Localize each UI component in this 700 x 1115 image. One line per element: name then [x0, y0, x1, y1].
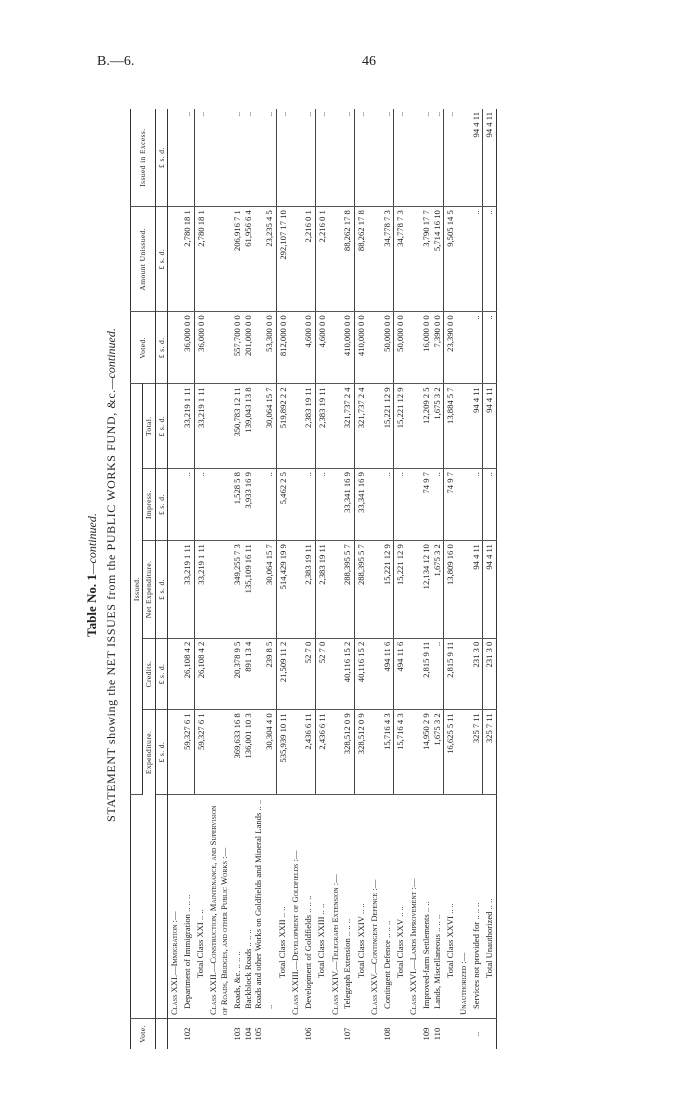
table-row [381, 109, 394, 1049]
credits-cell: 494 11 6 [381, 638, 394, 710]
total-excess-cell: .. [315, 109, 328, 207]
total-credits-cell: 26,108 4 2 [194, 638, 207, 710]
vote-cell [457, 1019, 470, 1050]
net-issues-table [130, 109, 497, 1049]
blank-excess-cell [407, 109, 420, 207]
vote-number: 106 [302, 1019, 315, 1050]
blank-expenditure-cell [407, 710, 420, 795]
unissued-cell: 2,780 18 1 [181, 207, 194, 312]
excess-cell: .. [181, 109, 194, 207]
vote-number: 102 [181, 1019, 194, 1050]
blank-voted-cell [457, 312, 470, 384]
blank-impress-cell [289, 469, 302, 541]
table-row [181, 109, 194, 1049]
impress-cell: 1,528 5 8 3,933 16 9 .. [231, 469, 276, 541]
blank-expenditure-cell [329, 710, 342, 795]
class-title: Class XXII.—Construction, Maintenance, and Supervision of Roads, Bridges, and other Public Works :— [207, 795, 230, 1019]
col-voted-header: Voted. [131, 312, 156, 384]
voted-cell: 4,600 0 0 [302, 312, 315, 384]
total-credits-cell: 231 3 0 [483, 638, 497, 710]
units-total: £ s. d. [155, 384, 167, 469]
excess-cell: 94 4 11 [470, 109, 483, 207]
impress-cell: .. [302, 469, 315, 541]
impress-cell: 33,341 16 9 [341, 469, 354, 541]
vote-number: 103 104 105 [231, 1019, 276, 1050]
total-impress-cell: .. [315, 469, 328, 541]
blank-total-cell [207, 384, 230, 469]
total-unissued-cell: 2,216 0 1 [315, 207, 328, 312]
total-credits-cell: 52 7 0 [315, 638, 328, 710]
item-description [231, 795, 276, 1019]
net-cell: 12,134 12 10 1,675 3 2 [420, 541, 444, 639]
total-voted-cell: 50,000 0 0 [394, 312, 407, 384]
col-net-expenditure-header: Net Expenditure. [143, 541, 155, 639]
class-title: Unauthorized :— [457, 795, 470, 1019]
blank-unissued-cell [457, 207, 470, 312]
class-total-row [483, 109, 497, 1049]
col-description-header [131, 795, 156, 1019]
class-title-row [207, 109, 230, 1049]
voted-cell: 36,000 0 0 [181, 312, 194, 384]
vote-number: 107 [341, 1019, 354, 1050]
col-expenditure-header: Expenditure. [143, 710, 155, 795]
blank-impress-cell [168, 469, 181, 541]
voted-cell: 410,000 0 0 [341, 312, 354, 384]
item-description [302, 795, 315, 1019]
total-unissued-cell: 2,780 18 1 [194, 207, 207, 312]
blank-unissued-cell [207, 207, 230, 312]
total-cell: 15,221 12 9 [381, 384, 394, 469]
expenditure-cell: 325 7 11 [470, 710, 483, 795]
impress-cell: .. [181, 469, 194, 541]
excess-cell: .. .. .. [231, 109, 276, 207]
class-total-row [315, 109, 328, 1049]
total-expenditure-cell: 535,939 10 11 [276, 710, 289, 795]
blank-total-cell [457, 384, 470, 469]
total-unissued-cell: 34,778 7 3 [394, 207, 407, 312]
item-description-text: Services not provided for .. .. .. [470, 902, 481, 1009]
blank-net-cell [168, 541, 181, 639]
blank-impress-cell [368, 469, 381, 541]
blank-credits-cell [329, 638, 342, 710]
blank-total-cell [407, 384, 420, 469]
class-title: Class XXI.—Immigration :— [168, 795, 181, 1019]
class-title-row [168, 109, 181, 1049]
class-total-row [394, 109, 407, 1049]
expenditure-cell: 369,633 16 8 136,001 10 3 30,304 4 0 [231, 710, 276, 795]
total-excess-cell: .. [194, 109, 207, 207]
currency-units-row [155, 109, 167, 1049]
vote-cell [483, 1019, 497, 1050]
class-title-row [368, 109, 381, 1049]
blank-impress-cell [407, 469, 420, 541]
item-description [181, 795, 194, 1019]
vote-cell [368, 1019, 381, 1050]
total-net-cell: 2,383 19 11 [315, 541, 328, 639]
expenditure-cell: 328,512 0 9 [341, 710, 354, 795]
units-blank-vote [155, 1019, 167, 1050]
blank-net-cell [368, 541, 381, 639]
col-issued-header: Issued. [131, 384, 143, 795]
blank-excess-cell [168, 109, 181, 207]
page-number: 46 [362, 54, 376, 69]
total-net-cell: 13,809 16 0 [444, 541, 457, 639]
vote-cell [329, 1019, 342, 1050]
blank-credits-cell [368, 638, 381, 710]
excess-cell: .. [302, 109, 315, 207]
total-unissued-cell: 88,262 17 8 [355, 207, 368, 312]
credits-cell: 52 7 0 [302, 638, 315, 710]
total-expenditure-cell: 15,716 4 3 [394, 710, 407, 795]
class-title: Class XXVI.—Lands Improvement :— [407, 795, 420, 1019]
blank-voted-cell [207, 312, 230, 384]
item-description [341, 795, 354, 1019]
col-vote-header: Vote. [131, 1019, 156, 1050]
blank-voted-cell [289, 312, 302, 384]
blank-excess-cell [457, 109, 470, 207]
unissued-cell: 34,778 7 3 [381, 207, 394, 312]
item-description-text: Improved-farm Settlements .. .. Lands, Miscellaneous .. .. .. [420, 901, 442, 1009]
total-net-cell: 15,221 12 9 [394, 541, 407, 639]
table-title-suffix: —continued. [85, 513, 99, 575]
blank-expenditure-cell [168, 710, 181, 795]
units-net: £ s. d. [155, 541, 167, 639]
class-title: Class XXIII.—Development of Goldfields :— [289, 795, 302, 1019]
units-blank-desc [155, 795, 167, 1019]
class-title-row [289, 109, 302, 1049]
voted-cell: .. [470, 312, 483, 384]
col-credits-header: Credits. [143, 638, 155, 710]
unissued-cell: 206,916 7 1 61,956 6 4 23,235 4 5 [231, 207, 276, 312]
total-total-cell: 94 4 11 [483, 384, 497, 469]
total-voted-cell: 23,390 0 0 [444, 312, 457, 384]
vote-cell [355, 1019, 368, 1050]
blank-expenditure-cell [207, 710, 230, 795]
total-impress-cell: .. [394, 469, 407, 541]
impress-cell: .. [381, 469, 394, 541]
credits-cell: 40,116 15 2 [341, 638, 354, 710]
blank-unissued-cell [168, 207, 181, 312]
total-unissued-cell: 9,505 14 5 [444, 207, 457, 312]
item-description-text: Telegraph Extension .. .. .. [342, 918, 353, 1009]
vote-cell [444, 1019, 457, 1050]
class-total-row [444, 109, 457, 1049]
total-expenditure-cell: 325 7 11 [483, 710, 497, 795]
statement-suffix: —continued. [104, 328, 118, 390]
vote-cell [168, 1019, 181, 1050]
landscape-table-sheet [72, 86, 632, 1064]
credits-cell: 20,378 9 5 891 13 4 239 8 5 [231, 638, 276, 710]
blank-credits-cell [289, 638, 302, 710]
net-cell: 2,383 19 11 [302, 541, 315, 639]
total-expenditure-cell: 16,625 5 11 [444, 710, 457, 795]
total-impress-cell: 33,341 16 9 [355, 469, 368, 541]
voted-cell: 557,700 0 0 201,000 0 0 53,300 0 0 [231, 312, 276, 384]
total-net-cell: 33,219 1 11 [194, 541, 207, 639]
item-description [470, 795, 483, 1019]
blank-net-cell [207, 541, 230, 639]
blank-total-cell [368, 384, 381, 469]
total-cell: 12,209 2 5 1,675 3 2 [420, 384, 444, 469]
total-total-cell: 15,221 12 9 [394, 384, 407, 469]
expenditure-cell: 15,716 4 3 [381, 710, 394, 795]
units-expenditure: £ s. d. [155, 710, 167, 795]
class-total-label: Total Class XXIV .. .. [355, 795, 368, 1019]
blank-voted-cell [329, 312, 342, 384]
blank-net-cell [329, 541, 342, 639]
class-title-row [457, 109, 470, 1049]
class-title-row [407, 109, 420, 1049]
page-reference: B.—6. [97, 54, 135, 69]
class-title: Class XXV.—Contingent Defence :— [368, 795, 381, 1019]
total-voted-cell: .. [483, 312, 497, 384]
total-total-cell: 519,892 2 2 [276, 384, 289, 469]
class-total-label: Total Unauthorized .. .. [483, 795, 497, 1019]
blank-excess-cell [207, 109, 230, 207]
blank-impress-cell [207, 469, 230, 541]
expenditure-cell: 59,327 6 1 [181, 710, 194, 795]
blank-expenditure-cell [289, 710, 302, 795]
blank-net-cell [289, 541, 302, 639]
excess-cell: .. [341, 109, 354, 207]
blank-unissued-cell [368, 207, 381, 312]
vote-cell [194, 1019, 207, 1050]
class-total-row [355, 109, 368, 1049]
class-total-label: Total Class XXVI .. .. [444, 795, 457, 1019]
total-voted-cell: 812,000 0 0 [276, 312, 289, 384]
col-unissued-header: Amount Unissued. [131, 207, 156, 312]
col-impress-header: Impress. [143, 469, 155, 541]
total-credits-cell: 40,116 15 2 [355, 638, 368, 710]
total-impress-cell: .. [483, 469, 497, 541]
total-excess-cell: .. [394, 109, 407, 207]
class-total-label: Total Class XXV .. .. [394, 795, 407, 1019]
credits-cell: 26,108 4 2 [181, 638, 194, 710]
total-impress-cell: .. [194, 469, 207, 541]
total-credits-cell: 2,815 9 11 [444, 638, 457, 710]
total-credits-cell: 494 11 6 [394, 638, 407, 710]
total-credits-cell: 21,509 11 2 [276, 638, 289, 710]
unissued-cell: 2,216 0 1 [302, 207, 315, 312]
blank-voted-cell [168, 312, 181, 384]
item-description-text: Development of Goldfields .. .. .. [303, 895, 314, 1009]
statement-text: STATEMENT showing the NET ISSUES from the PUBLIC WORKS FUND, &c. [104, 389, 118, 822]
net-cell: 15,221 12 9 [381, 541, 394, 639]
net-cell: 33,219 1 11 [181, 541, 194, 639]
table-row [231, 109, 276, 1049]
blank-total-cell [168, 384, 181, 469]
unissued-cell: .. [470, 207, 483, 312]
total-impress-cell: 74 9 7 [444, 469, 457, 541]
blank-excess-cell [329, 109, 342, 207]
net-cell: 349,255 7 3 135,109 16 11 30,064 15 7 [231, 541, 276, 639]
unissued-cell: 3,790 17 7 5,714 16 10 [420, 207, 444, 312]
total-voted-cell: 36,000 0 0 [194, 312, 207, 384]
col-total-header: Total. [143, 384, 155, 469]
voted-cell: 16,000 0 0 7,390 0 0 [420, 312, 444, 384]
table-row [420, 109, 444, 1049]
total-total-cell: 33,219 1 11 [194, 384, 207, 469]
blank-excess-cell [289, 109, 302, 207]
blank-voted-cell [368, 312, 381, 384]
net-cell: 288,395 5 7 [341, 541, 354, 639]
class-total-row [276, 109, 289, 1049]
vote-number: 109 110 [420, 1019, 444, 1050]
total-unissued-cell: .. [483, 207, 497, 312]
voted-cell: 50,000 0 0 [381, 312, 394, 384]
header-row-1 [131, 109, 143, 1049]
blank-unissued-cell [329, 207, 342, 312]
table-body [168, 109, 497, 1049]
item-description [420, 795, 444, 1019]
col-excess-header: Issued in Excess. [131, 109, 156, 207]
blank-total-cell [289, 384, 302, 469]
credits-cell: 231 3 0 [470, 638, 483, 710]
total-total-cell: 13,884 5 7 [444, 384, 457, 469]
units-excess: £ s. d. [155, 109, 167, 207]
excess-cell: .. .. [420, 109, 444, 207]
vote-number: 108 [381, 1019, 394, 1050]
excess-cell: .. [381, 109, 394, 207]
vote-cell [207, 1019, 230, 1050]
total-total-cell: 321,737 2 4 [355, 384, 368, 469]
class-total-label: Total Class XXIII .. .. [315, 795, 328, 1019]
total-cell: 321,737 2 4 [341, 384, 354, 469]
total-voted-cell: 410,000 0 0 [355, 312, 368, 384]
class-total-label: Total Class XXII .. .. [276, 795, 289, 1019]
blank-net-cell [407, 541, 420, 639]
table-row [302, 109, 315, 1049]
total-excess-cell: .. [355, 109, 368, 207]
class-title: Class XXIV.—Telegraph Extension :— [329, 795, 342, 1019]
total-cell: 94 4 11 [470, 384, 483, 469]
units-voted: £ s. d. [155, 312, 167, 384]
total-impress-cell: 5,462 2 5 [276, 469, 289, 541]
impress-cell: .. [470, 469, 483, 541]
total-expenditure-cell: 328,512 0 9 [355, 710, 368, 795]
blank-excess-cell [368, 109, 381, 207]
net-cell: 94 4 11 [470, 541, 483, 639]
blank-credits-cell [407, 638, 420, 710]
blank-credits-cell [457, 638, 470, 710]
units-unissued: £ s. d. [155, 207, 167, 312]
vote-cell [315, 1019, 328, 1050]
blank-credits-cell [207, 638, 230, 710]
class-total-row [194, 109, 207, 1049]
expenditure-cell: 2,436 6 11 [302, 710, 315, 795]
blank-total-cell [329, 384, 342, 469]
total-net-cell: 514,429 19 9 [276, 541, 289, 639]
vote-cell [289, 1019, 302, 1050]
total-expenditure-cell: 2,436 6 11 [315, 710, 328, 795]
units-impress: £ s. d. [155, 469, 167, 541]
table-title-text: Table No. 1 [84, 574, 99, 637]
total-cell: 2,383 19 11 [302, 384, 315, 469]
rotated-page-area [72, 86, 632, 1064]
total-net-cell: 94 4 11 [483, 541, 497, 639]
blank-voted-cell [407, 312, 420, 384]
table-row [341, 109, 354, 1049]
unissued-cell: 88,262 17 8 [341, 207, 354, 312]
vote-cell [276, 1019, 289, 1050]
units-credits: £ s. d. [155, 638, 167, 710]
blank-expenditure-cell [457, 710, 470, 795]
class-total-label: Total Class XXI .. .. [194, 795, 207, 1019]
blank-credits-cell [168, 638, 181, 710]
total-unissued-cell: 292,107 17 10 [276, 207, 289, 312]
vote-number: .. [470, 1019, 483, 1050]
total-excess-cell: .. [276, 109, 289, 207]
expenditure-cell: 14,950 2 9 1,675 3 2 [420, 710, 444, 795]
item-description-text: Department of Immigration .. .. .. [181, 894, 192, 1009]
blank-expenditure-cell [368, 710, 381, 795]
credits-cell: 2,815 9 11 .. [420, 638, 444, 710]
class-title-row [329, 109, 342, 1049]
vote-cell [407, 1019, 420, 1050]
item-description-text: Roads, &c. .. .. .. Backblock Roads .. .. .. Roads and other Works on Goldfields and Mineral Lands .. .. .. [231, 799, 274, 1009]
total-voted-cell: 4,600 0 0 [315, 312, 328, 384]
total-net-cell: 288,395 5 7 [355, 541, 368, 639]
blank-unissued-cell [289, 207, 302, 312]
total-cell: 350,783 12 11 139,043 13 8 30,064 15 7 [231, 384, 276, 469]
blank-impress-cell [457, 469, 470, 541]
item-description [381, 795, 394, 1019]
total-excess-cell: .. [444, 109, 457, 207]
statement-heading [104, 86, 119, 1064]
vote-cell [394, 1019, 407, 1050]
blank-unissued-cell [407, 207, 420, 312]
item-description-text: Contingent Defence .. .. .. [381, 920, 392, 1009]
table-title [84, 86, 100, 1064]
impress-cell: 74 9 7 .. [420, 469, 444, 541]
total-cell: 33,219 1 11 [181, 384, 194, 469]
total-excess-cell: 94 4 11 [483, 109, 497, 207]
blank-net-cell [457, 541, 470, 639]
blank-impress-cell [329, 469, 342, 541]
total-total-cell: 2,383 19 11 [315, 384, 328, 469]
table-row [470, 109, 483, 1049]
total-expenditure-cell: 59,327 6 1 [194, 710, 207, 795]
